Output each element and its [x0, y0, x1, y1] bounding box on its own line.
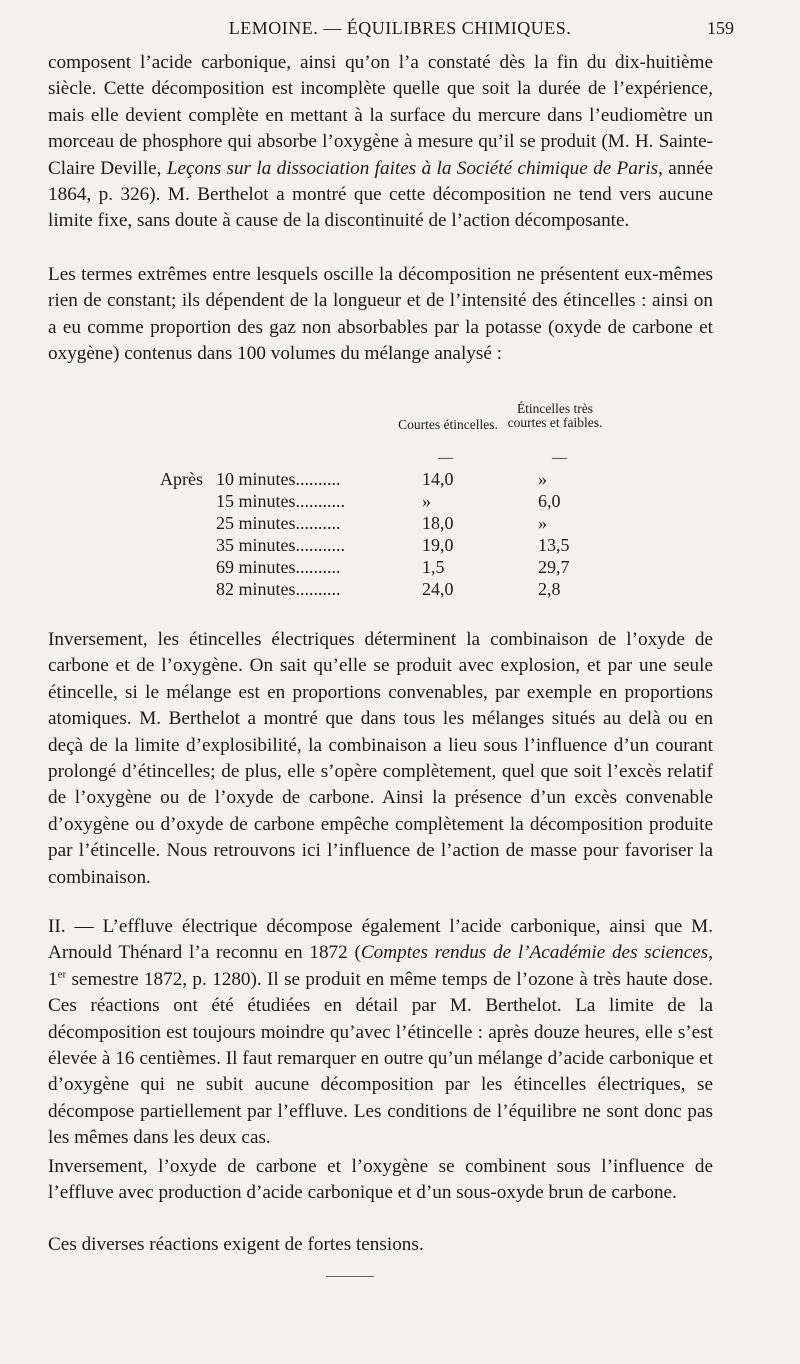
closing-rule — [326, 1276, 374, 1277]
row-value-short: 18,0 — [422, 513, 454, 533]
paragraph-4-text-d: semestre 1872, p. 1280). Il se produit en même temps de l’ozone à très haute dose. Ces réactions ont été étudiées en détail par M. Berthelot. La limite de la décomposition est toujours moindre qu’avec l’étincelle : après douze heures, elle s’est élevée à 16 centièmes. Il faut remarquer en outre qu’un mélange d’acide carbonique et d’oxygène qui ne subit aucune décomposition par les étincelles électriques, se décompose partiellement par l’effluve. Les conditions de l’équilibre ne sont donc pas les mêmes dans les deux cas. — [48, 968, 713, 1149]
paragraph-1 — [48, 50, 713, 235]
running-title: LEMOINE. — ÉQUILIBRES CHIMIQUES. — [228, 18, 572, 38]
row-label: 25 minutes.......... — [216, 513, 341, 533]
row-value-very-short: » — [538, 513, 547, 533]
row-value-very-short: 2,8 — [538, 579, 561, 599]
column-dash: — — [438, 450, 453, 466]
row-label: 15 minutes........... — [216, 491, 345, 511]
row-value-very-short: 6,0 — [538, 491, 561, 511]
paragraph-1-text-a: composent l’acide carbonique, ainsi qu’on l’a constaté dès la fin du dix-huitième siècle. Cette décomposition est incomplète quelle que soit la durée de l’expérience, mais elle devient complète en mettant à la surface du mercure dans l’eudiomètre un morceau de phosphore qui absorbe l’oxygène à mesure qu’il se produit (M. H. Sainte-Claire Deville, — [48, 52, 713, 179]
ordinal-superscript: er — [57, 968, 67, 981]
table-row — [160, 578, 610, 600]
row-value-short: 19,0 — [422, 535, 454, 555]
paragraph-4-text-a: II. — L’effluve électrique décompose également l’acide carbonique, ainsi que M. Arnould Thénard l’a reconnu en 1872 ( — [48, 916, 713, 964]
table-row — [160, 468, 610, 490]
page-header — [0, 14, 800, 44]
row-label: 69 minutes.......... — [216, 557, 341, 577]
row-label: 82 minutes.......... — [216, 579, 341, 599]
paragraph-3: Inversement, les étincelles électriques déterminent la combinaison de l’oxyde de carbone et de l’oxygène. On sait qu’elle se produit avec explosion, et par une seule étincelle, si le mélange est en proportions convenables, par exemple en proportions atomiques. M. Berthelot a montré que dans tous les mélanges situés au delà ou en deçà de la limite d’explosibilité, la combinaison a lieu sous l’influence d’un courant prolongé d’étincelles; de plus, elle s’opère complètement, quel que soit l’excès relatif de l’oxygène ou de l’oxyde de carbone. Ainsi la présence d’un excès convenable d’oxygène ou d’oxyde de carbone empêche complètement la décomposition produite par l’étincelle. Nous retrouvons ici l’influence de l’action de masse pour favoriser la combinaison. — [48, 629, 713, 888]
page-number: 159 — [707, 18, 734, 38]
row-value-very-short: » — [538, 469, 547, 489]
row-label: 10 minutes.......... — [216, 469, 341, 489]
row-prefix: Après — [160, 469, 203, 489]
column-header-short-sparks: Courtes étincelles. — [398, 417, 498, 432]
paragraph-4-text-c: , 1 — [48, 942, 713, 990]
table-row — [160, 490, 610, 512]
table-row — [160, 512, 610, 534]
row-value-very-short: 13,5 — [538, 535, 570, 555]
row-value-short: 14,0 — [422, 469, 454, 489]
row-value-short: 1,5 — [422, 557, 445, 577]
paragraph-4-citation: Comptes rendus de l’Académie des sciences — [360, 942, 709, 964]
paragraph-1-citation: Leçons sur la dissociation faites à la Société chimique de Paris — [166, 157, 659, 179]
row-value-short: » — [422, 491, 431, 511]
data-table — [160, 398, 610, 613]
paragraph-4 — [48, 914, 713, 1152]
row-value-very-short: 29,7 — [538, 557, 570, 577]
row-value-short: 24,0 — [422, 579, 454, 599]
paragraph-5: Inversement, l’oxyde de carbone et l’oxygène se combinent sous l’influence de l’effluve avec production d’acide carbonique et d’un sous-oxyde brun de carbone. — [48, 1156, 713, 1204]
paragraph-1-text-c: , année 1864, p. 326). M. Berthelot a montré que cette décomposition ne tend vers aucune limite fixe, sans doute à cause de la discontinuité de l’action décomposante. — [48, 157, 713, 232]
table-row — [160, 556, 610, 578]
paragraph-6: Ces diverses réactions exigent de fortes tensions. — [48, 1234, 424, 1255]
column-dash: — — [552, 450, 567, 466]
paragraph-2: Les termes extrêmes entre lesquels oscille la décomposition ne présentent eux-mêmes rien de constant; ils dépendent de la longueur et de l’intensité des étincelles : ainsi on a eu comme proportion des gaz non absorbables par la potasse (oxyde de carbone et oxygène) contenus dans 100 volumes du mélange analysé : — [48, 264, 713, 365]
table-row — [160, 534, 610, 556]
column-header-very-short-sparks: Étincelles très courtes et faibles. — [507, 401, 603, 430]
row-label: 35 minutes........... — [216, 535, 345, 555]
